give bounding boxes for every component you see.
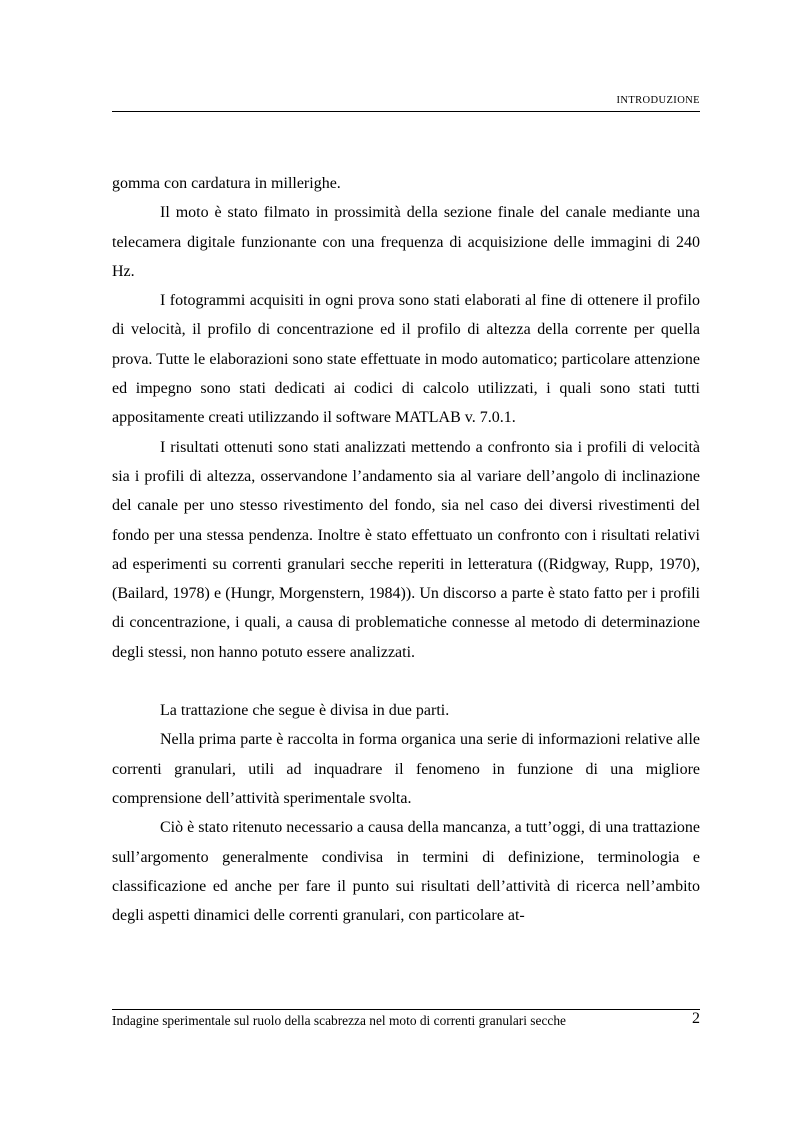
paragraph-results: I risultati ottenuti sono stati analizzati mettendo a confronto sia i profili di velocità sia i profili di altezza, osservandone l’andamento sia al variare dell’angolo di inclinazione del canale per uno stesso rivestimento del fondo, sia nel caso dei diversi rivestimenti del fondo per una stessa pendenza. Inoltre è stato effettuato un confronto con i risultati relativi ad esperimenti su correnti granulari secche reperiti in letteratura ((Ridgway, Rupp, 1970), (Bailard, 1978) e (Hungr, Morgenstern, 1984)). Un discorso a parte è stato fatto per i profili di concentrazione, i quali, a causa di problematiche connesse al metodo di determinazione degli stessi, non hanno potuto essere analizzati. bbox=[112, 438, 700, 661]
running-header: INTRODUZIONE bbox=[616, 95, 700, 106]
page-body bbox=[112, 169, 700, 930]
paragraph-continuation: gomma con cardatura in millerighe. bbox=[112, 175, 341, 192]
paragraph-structure: La trattazione che segue è divisa in due parti. bbox=[160, 702, 450, 720]
footer-rule bbox=[112, 1009, 700, 1010]
paragraph-filming: Il moto è stato filmato in prossimità della sezione finale del canale mediante una telecamera digitale funzionante con una frequenza di acquisizione delle immagini di 240 Hz. bbox=[112, 204, 700, 280]
header-rule bbox=[112, 111, 700, 112]
page-number: 2 bbox=[692, 1010, 700, 1027]
running-footer-title: Indagine sperimentale sul ruolo della scabrezza nel moto di correnti granulari secche bbox=[112, 1013, 566, 1028]
paragraph-frames-processing: I fotogrammi acquisiti in ogni prova sono stati elaborati al fine di ottenere il profilo di velocità, il profilo di concentrazione ed il profilo di altezza della corrente per quella prova. Tutte le elaborazioni sono state effettuate in modo automatico; particolare attenzione ed impegno sono stati dedicati ai codici di calcolo utilizzati, i quali sono stati tutti appositamente creati utilizzando il software MATLAB v. 7.0.1. bbox=[112, 292, 700, 427]
paragraph-motivation: Ciò è stato ritenuto necessario a causa della mancanza, a tutt’oggi, di una trattazione sull’argomento generalmente condivisa in termini di definizione, terminologia e classificazione ed anche per fare il punto sui risultati dell’attività di ricerca nell’ambito degli aspetti dinamici delle correnti granulari, con particolare at- bbox=[112, 819, 700, 925]
paragraph-first-part: Nella prima parte è raccolta in forma organica una serie di informazioni relative alle correnti granulari, utili ad inquadrare il fenomeno in funzione di una migliore comprensione dell’attività sperimentale svolta. bbox=[112, 731, 700, 807]
